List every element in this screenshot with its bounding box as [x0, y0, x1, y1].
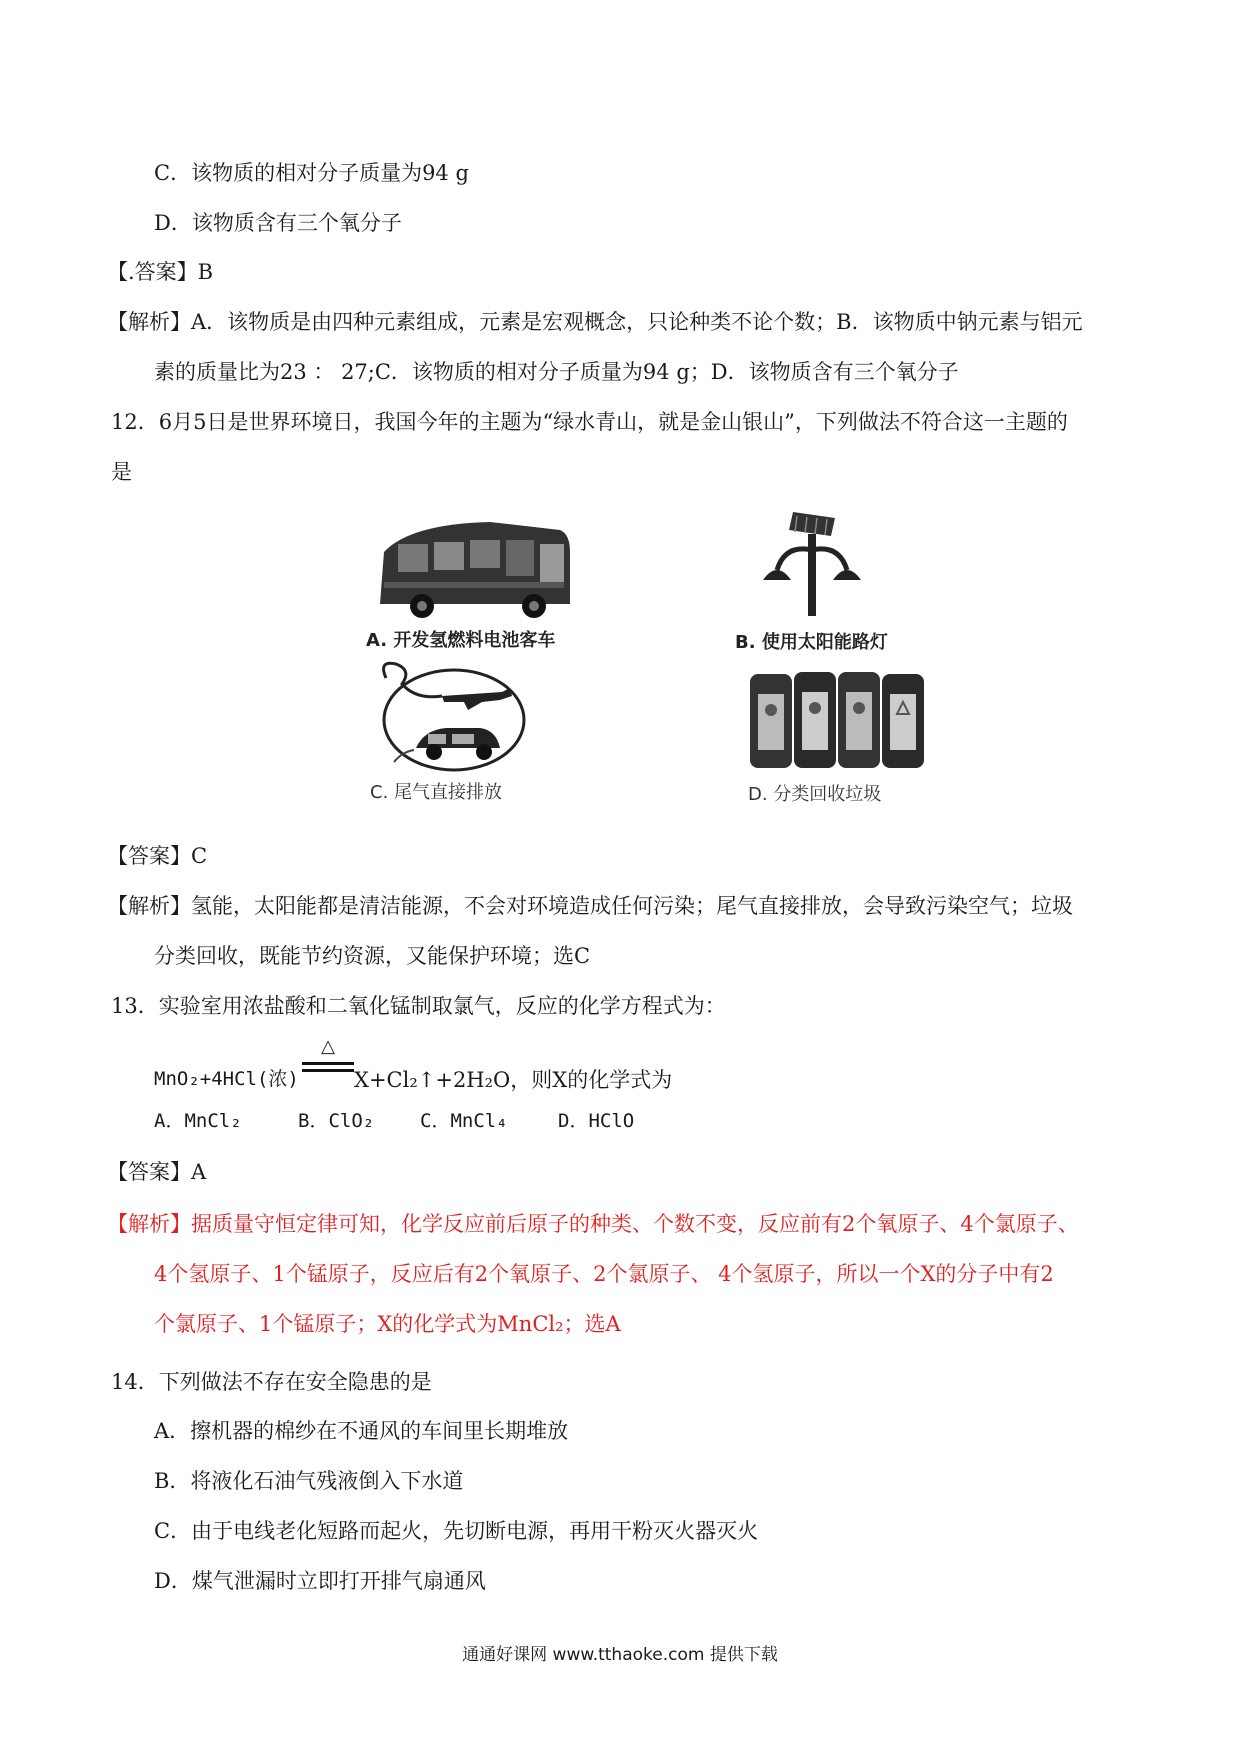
q13-analysis-line3: 个氯原子、1个锰原子；X的化学式为MnCl₂；选A — [154, 1312, 621, 1336]
q11-option-d: D．该物质含有三个氧分子 — [154, 211, 402, 235]
q13-option-b: B．ClO₂ — [298, 1110, 375, 1132]
hydrogen-bus-image — [370, 512, 575, 620]
q13-option-c: C．MnCl₄ — [420, 1110, 508, 1132]
exhaust-emission-image — [372, 656, 527, 774]
q12-stem-line2: 是 — [111, 460, 132, 484]
q11-analysis-line1: 【解析】A．该物质是由四种元素组成，元素是宏观概念，只论种类不论个数；B．该物质中钠元素与铝元 — [107, 310, 1083, 334]
q14-option-a: A．擦机器的棉纱在不通风的车间里长期堆放 — [154, 1419, 569, 1443]
q13-stem: 13．实验室用浓盐酸和二氧化锰制取氯气，反应的化学方程式为： — [111, 994, 726, 1018]
q12-analysis-line1: 【解析】氢能，太阳能都是清洁能源，不会对环境造成任何污染；尾气直接排放，会导致污染空气；垃圾 — [107, 894, 1073, 918]
caption-b: B. 使用太阳能路灯 — [735, 632, 888, 653]
reaction-condition — [302, 1038, 354, 1072]
q14-option-b: B．将液化石油气残液倒入下水道 — [154, 1469, 464, 1493]
q13-analysis-line1: 【解析】据质量守恒定律可知，化学反应前后原子的种类、个数不变，反应前有2个氧原子、4个氯原子、 — [107, 1212, 1079, 1236]
q14-option-d: D．煤气泄漏时立即打开排气扇通风 — [154, 1569, 486, 1593]
caption-a: A. 开发氢燃料电池客车 — [366, 630, 556, 651]
q13-option-a: A．MnCl₂ — [154, 1110, 242, 1132]
caption-d: D. 分类回收垃圾 — [748, 784, 882, 805]
q11-option-c: C．该物质的相对分子质量为94 g — [154, 161, 469, 185]
solar-street-lamp-image — [755, 508, 870, 618]
q13-equation-left: MnO₂+4HCl(浓) — [154, 1068, 299, 1090]
q13-answer: 【答案】A — [107, 1160, 207, 1184]
q12-analysis-line2: 分类回收，既能节约资源，又能保护环境；选C — [154, 944, 591, 968]
q11-answer: 【.答案】B — [107, 260, 214, 284]
q12-answer: 【答案】C — [107, 844, 208, 868]
q13-analysis-line2: 4个氢原子、1个锰原子，反应后有2个氧原子、2个氯原子、 4个氢原子，所以一个X的分子中有2 — [154, 1262, 1054, 1286]
equation-equals-bottom — [302, 1069, 354, 1072]
q11-analysis-line2: 素的质量比为23 ： 27;C．该物质的相对分子质量为94 g；D．该物质含有三个氧分子 — [154, 360, 959, 384]
equation-equals-top — [302, 1062, 354, 1065]
page-footer: 通通好课网 www.tthaoke.com 提供下载 — [462, 1645, 778, 1665]
q13-option-d: D．HClO — [558, 1110, 635, 1132]
q13-equation-right: X+Cl₂↑+2H₂O，则X的化学式为 — [354, 1068, 673, 1092]
caption-c: C. 尾气直接排放 — [370, 782, 503, 803]
q14-option-c: C．由于电线老化短路而起火，先切断电源，再用干粉灭火器灭火 — [154, 1519, 759, 1543]
q12-stem-line1: 12．6月5日是世界环境日，我国今年的主题为“绿水青山，就是金山银山”，下列做法不符合这一主题的 — [111, 410, 1068, 434]
heat-symbol: △ — [321, 1036, 335, 1057]
recycling-bins-image — [748, 662, 926, 774]
q14-stem: 14．下列做法不存在安全隐患的是 — [111, 1370, 432, 1394]
